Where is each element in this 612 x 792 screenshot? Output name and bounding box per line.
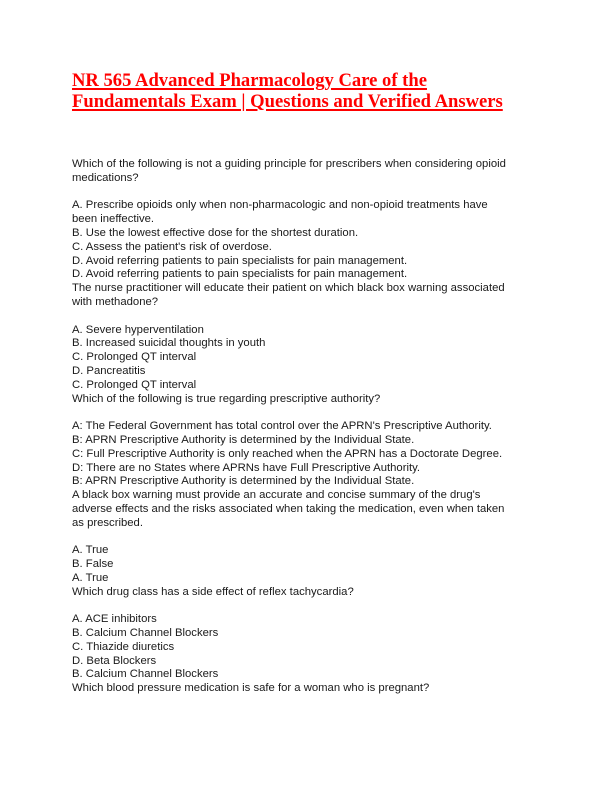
correct-answer [72, 572, 552, 586]
option-line: been ineffective. [72, 213, 155, 226]
answer-line: B: APRN Prescriptive Authority is determined by the Individual State. [72, 475, 415, 488]
title-line: NR 565 Advanced Pharmacology Care of the [72, 70, 427, 91]
question-text [72, 586, 552, 600]
question-text [72, 282, 552, 310]
paragraph-gap [72, 600, 552, 614]
option-line: C. Assess the patient's risk of overdose. [72, 240, 272, 253]
option-line: B. Use the lowest effective dose for the shortest duration. [72, 226, 359, 239]
option-line: B. Increased suicidal thoughts in youth [72, 337, 266, 350]
paragraph-gap [72, 310, 552, 324]
document-title [72, 70, 552, 112]
answer-line: C. Prolonged QT interval [72, 378, 197, 391]
question-line: The nurse practitioner will educate their patient on which black box warning associated [72, 282, 505, 295]
answer-line: A. True [72, 571, 109, 584]
option-line: C. Prolonged QT interval [72, 351, 197, 364]
title-line: Fundamentals Exam | Questions and Verified Answers [72, 91, 503, 112]
question-line: Which drug class has a side effect of reflex tachycardia? [72, 585, 354, 598]
option-line: D. Beta Blockers [72, 654, 157, 667]
option-line: A. Prescribe opioids only when non-pharmacologic and non-opioid treatments have [72, 199, 488, 212]
question-text [72, 682, 552, 696]
question-line: medications? [72, 171, 139, 184]
option-line: C: Full Prescriptive Authority is only reached when the APRN has a Doctorate Degree. [72, 447, 503, 460]
option-line: D. Avoid referring patients to pain specialists for pain management. [72, 254, 408, 267]
paragraph-gap [72, 531, 552, 545]
option-line: A: The Federal Government has total control over the APRN's Prescriptive Authority. [72, 420, 492, 433]
answer-options [72, 420, 552, 475]
answer-options [72, 324, 552, 379]
question-line: A black box warning must provide an accurate and concise summary of the drug's [72, 489, 481, 502]
correct-answer [72, 379, 552, 393]
correct-answer [72, 475, 552, 489]
option-line: D: There are no States where APRNs have Full Prescriptive Authority. [72, 461, 421, 474]
question-line: Which of the following is not a guiding principle for prescribers when considering opioid [72, 158, 506, 170]
correct-answer [72, 668, 552, 682]
answer-line: B. Calcium Channel Blockers [72, 668, 219, 681]
answer-options [72, 544, 552, 572]
answer-options [72, 199, 552, 268]
option-line: C. Thiazide diuretics [72, 640, 175, 653]
question-line: Which blood pressure medication is safe for a woman who is pregnant? [72, 682, 430, 695]
option-line: D. Pancreatitis [72, 364, 146, 377]
option-line: A. True [72, 544, 109, 557]
question-line: with methadone? [72, 295, 159, 308]
question-text [72, 393, 552, 407]
option-line: A. ACE inhibitors [72, 613, 157, 626]
correct-answer [72, 268, 552, 282]
question-text [72, 158, 552, 186]
paragraph-gap [72, 406, 552, 420]
answer-options [72, 613, 552, 668]
question-text [72, 489, 552, 530]
question-line: Which of the following is true regarding prescriptive authority? [72, 392, 381, 405]
paragraph-gap [72, 186, 552, 200]
option-line: B. False [72, 558, 114, 571]
document-body [72, 158, 552, 696]
question-line: adverse effects and the risks associated when taking the medication, even when taken [72, 502, 505, 515]
option-line: B. Calcium Channel Blockers [72, 627, 219, 640]
question-line: as prescribed. [72, 516, 143, 529]
option-line: A. Severe hyperventilation [72, 323, 204, 336]
option-line: B: APRN Prescriptive Authority is determined by the Individual State. [72, 433, 415, 446]
answer-line: D. Avoid referring patients to pain specialists for pain management. [72, 268, 408, 281]
